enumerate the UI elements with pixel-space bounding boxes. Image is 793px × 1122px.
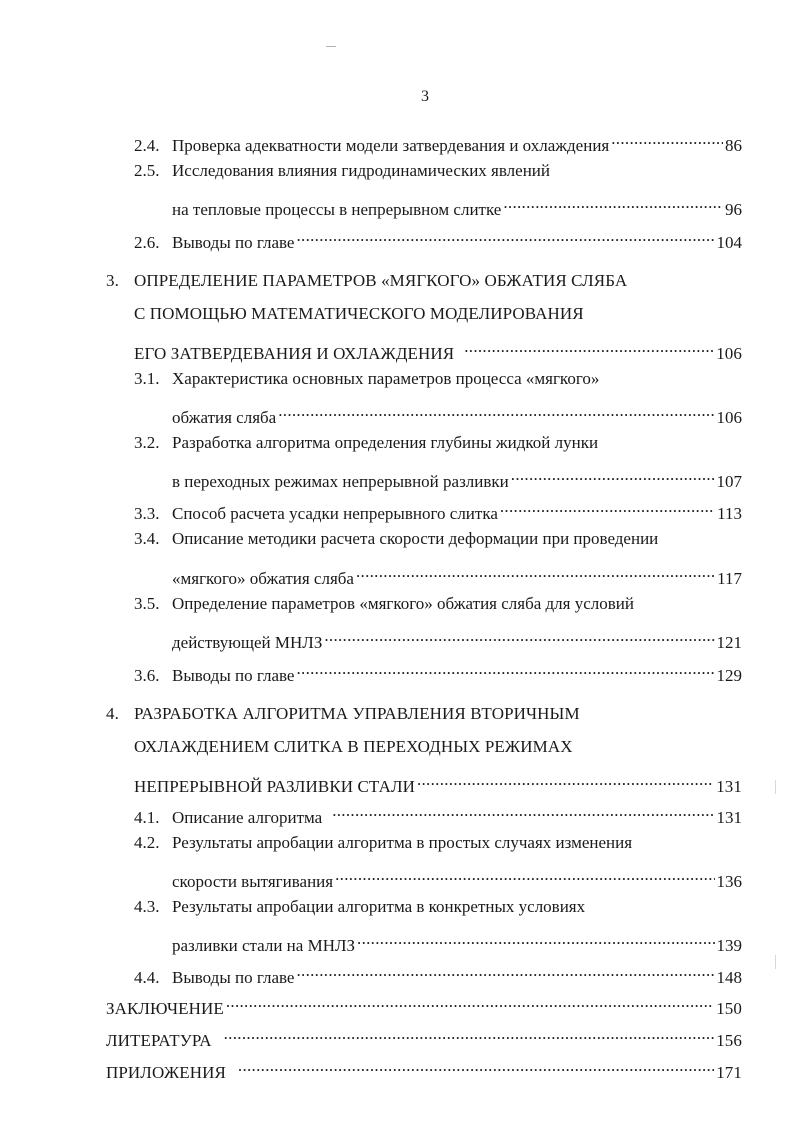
toc-entry-title: Выводы по главе	[172, 666, 295, 685]
toc-entry[interactable]	[134, 799, 742, 827]
toc-entry-number: 4.2.	[134, 833, 160, 852]
dot-leader	[278, 399, 714, 423]
toc-entry-title: Результаты апробации алгоритма в простых случаях изменения	[172, 833, 633, 852]
toc-entry-page: 117	[717, 569, 742, 588]
toc-chapter-continuation[interactable]	[134, 735, 742, 759]
dot-leader	[335, 863, 714, 887]
toc-entry-continuation[interactable]	[172, 863, 742, 891]
toc-chapter-title: ЕГО ЗАТВЕРДЕВАНИЯ И ОХЛАЖДЕНИЯ	[134, 344, 455, 363]
toc-entry-continuation[interactable]	[172, 463, 742, 491]
toc-chapter-title: ОПРЕДЕЛЕНИЕ ПАРАМЕТРОВ «МЯГКОГО» ОБЖАТИЯ СЛЯБА	[134, 271, 628, 290]
dot-leader	[503, 191, 723, 215]
toc-section-title: ЗАКЛЮЧЕНИЕ	[106, 999, 224, 1018]
dot-leader	[417, 768, 714, 792]
toc-entry-title: Результаты апробации алгоритма в конкретных условиях	[172, 897, 586, 916]
toc-entry-title: Выводы по главе	[172, 968, 295, 987]
toc-entry-page: 171	[716, 1063, 742, 1082]
toc-entry-title: Проверка адекватности модели затвердевания и охлаждения	[172, 136, 610, 155]
toc-chapter-title: ОХЛАЖДЕНИЕМ СЛИТКА В ПЕРЕХОДНЫХ РЕЖИМАХ	[134, 737, 573, 756]
toc-entry[interactable]	[134, 831, 742, 855]
toc-chapter[interactable]	[106, 269, 742, 293]
toc-entry-page: 131	[716, 777, 742, 796]
scan-artifact	[326, 46, 336, 47]
toc-entry-number: 2.4.	[134, 136, 160, 155]
dot-leader	[511, 463, 715, 487]
toc-entry-page: 106	[716, 408, 742, 427]
toc-entry-title: действующей МНЛЗ	[172, 633, 323, 652]
toc-entry-page: 104	[716, 233, 742, 252]
toc-entry-page: 136	[716, 872, 742, 891]
toc-entry-page: 96	[725, 200, 742, 219]
toc-entry-continuation[interactable]	[172, 191, 742, 219]
dot-leader	[238, 1054, 714, 1078]
toc-entry-number: 4.1.	[134, 808, 160, 827]
dot-leader	[332, 799, 714, 823]
toc-entry-title: Разработка алгоритма определения глубины жидкой лунки	[172, 433, 599, 452]
toc-entry-number: 2.5.	[134, 161, 160, 180]
toc-entry-number: 3.6.	[134, 666, 160, 685]
toc-entry-title: Характеристика основных параметров процесса «мягкого»	[172, 369, 600, 388]
toc-entry-title: Исследования влияния гидродинамических явлений	[172, 161, 550, 180]
toc-section-title: ЛИТЕРАТУРА	[106, 1031, 212, 1050]
toc-entry[interactable]	[134, 527, 742, 551]
toc-chapter-title: НЕПРЕРЫВНОЙ РАЗЛИВКИ СТАЛИ	[134, 777, 415, 796]
toc-entry[interactable]	[134, 495, 742, 523]
toc-entry-title: Определение параметров «мягкого» обжатия сляба для условий	[172, 594, 634, 613]
toc-entry-title: Описание методики расчета скорости деформации при проведении	[172, 529, 659, 548]
toc-entry[interactable]	[134, 224, 742, 252]
toc-entry-number: 3.5.	[134, 594, 160, 613]
toc-section-conclusion[interactable]	[106, 990, 742, 1018]
toc-chapter-number: 3.	[106, 271, 119, 290]
toc-entry-number: 3.2.	[134, 433, 160, 452]
toc-entry-number: 4.3.	[134, 897, 160, 916]
dot-leader	[356, 560, 715, 584]
toc-entry-title: на тепловые процессы в непрерывном слитке	[172, 200, 502, 219]
dot-leader	[226, 990, 714, 1014]
toc-section-references[interactable]	[106, 1022, 742, 1050]
toc-entry-number: 3.4.	[134, 529, 160, 548]
toc-entry-page: 129	[716, 666, 742, 685]
toc-entry-title: в переходных режимах непрерывной разливки	[172, 472, 509, 491]
toc-chapter-title: С ПОМОЩЬЮ МАТЕМАТИЧЕСКОГО МОДЕЛИРОВАНИЯ	[134, 304, 584, 323]
dot-leader	[296, 224, 714, 248]
toc-entry-title: Выводы по главе	[172, 233, 295, 252]
toc-entry[interactable]	[134, 657, 742, 685]
toc-entry[interactable]	[134, 959, 742, 987]
toc-chapter-number: 4.	[106, 704, 119, 723]
toc-entry-page: 139	[716, 936, 742, 955]
dot-leader	[296, 959, 714, 983]
toc-entry-page: 156	[716, 1031, 742, 1050]
toc-entry-title: скорости вытягивания	[172, 872, 334, 891]
toc-entry-title: Описание алгоритма	[172, 808, 323, 827]
toc-entry-number: 4.4.	[134, 968, 160, 987]
scan-artifact	[775, 780, 776, 794]
toc-entry-page: 113	[717, 504, 742, 523]
toc-chapter-continuation[interactable]	[134, 335, 742, 363]
dot-leader	[296, 657, 714, 681]
page-number: 3	[421, 88, 429, 105]
toc-entry[interactable]	[134, 895, 742, 919]
toc-entry[interactable]	[134, 367, 742, 391]
dot-leader	[500, 495, 715, 519]
toc-entry-continuation[interactable]	[172, 399, 742, 427]
toc-entry-continuation[interactable]	[172, 927, 742, 955]
dot-leader	[464, 335, 714, 359]
toc-entry-page: 107	[716, 472, 742, 491]
dot-leader	[357, 927, 714, 951]
toc-chapter-continuation[interactable]	[134, 302, 742, 326]
toc-entry-page: 148	[716, 968, 742, 987]
toc-entry-title: Способ расчета усадки непрерывного слитка	[172, 504, 498, 523]
toc-entry-number: 3.3.	[134, 504, 160, 523]
toc-entry[interactable]	[134, 159, 742, 183]
toc-chapter-continuation[interactable]	[134, 768, 742, 796]
toc-section-appendices[interactable]	[106, 1054, 742, 1082]
toc-entry-page: 86	[725, 136, 742, 155]
toc-chapter[interactable]	[106, 702, 742, 726]
dot-leader	[324, 624, 714, 648]
toc-entry-page: 150	[716, 999, 742, 1018]
toc-entry-number: 3.1.	[134, 369, 160, 388]
toc-section-title: ПРИЛОЖЕНИЯ	[106, 1063, 226, 1082]
toc-entry-number: 2.6.	[134, 233, 160, 252]
toc-entry-continuation[interactable]	[172, 560, 742, 588]
toc-entry-page: 131	[716, 808, 742, 827]
dot-leader	[224, 1022, 715, 1046]
dot-leader	[611, 127, 723, 151]
toc-entry-title: обжатия сляба	[172, 408, 277, 427]
toc-entry[interactable]	[134, 431, 742, 455]
toc-entry-page: 106	[716, 344, 742, 363]
toc-entry-page: 121	[716, 633, 742, 652]
toc-entry[interactable]	[134, 592, 742, 616]
toc-entry-title: разливки стали на МНЛЗ	[172, 936, 356, 955]
toc-entry[interactable]	[134, 127, 742, 155]
toc-entry-continuation[interactable]	[172, 624, 742, 652]
scan-artifact	[775, 955, 776, 969]
toc-chapter-title: РАЗРАБОТКА АЛГОРИТМА УПРАВЛЕНИЯ ВТОРИЧНЫМ	[134, 704, 580, 723]
toc-entry-title: «мягкого» обжатия сляба	[172, 569, 354, 588]
